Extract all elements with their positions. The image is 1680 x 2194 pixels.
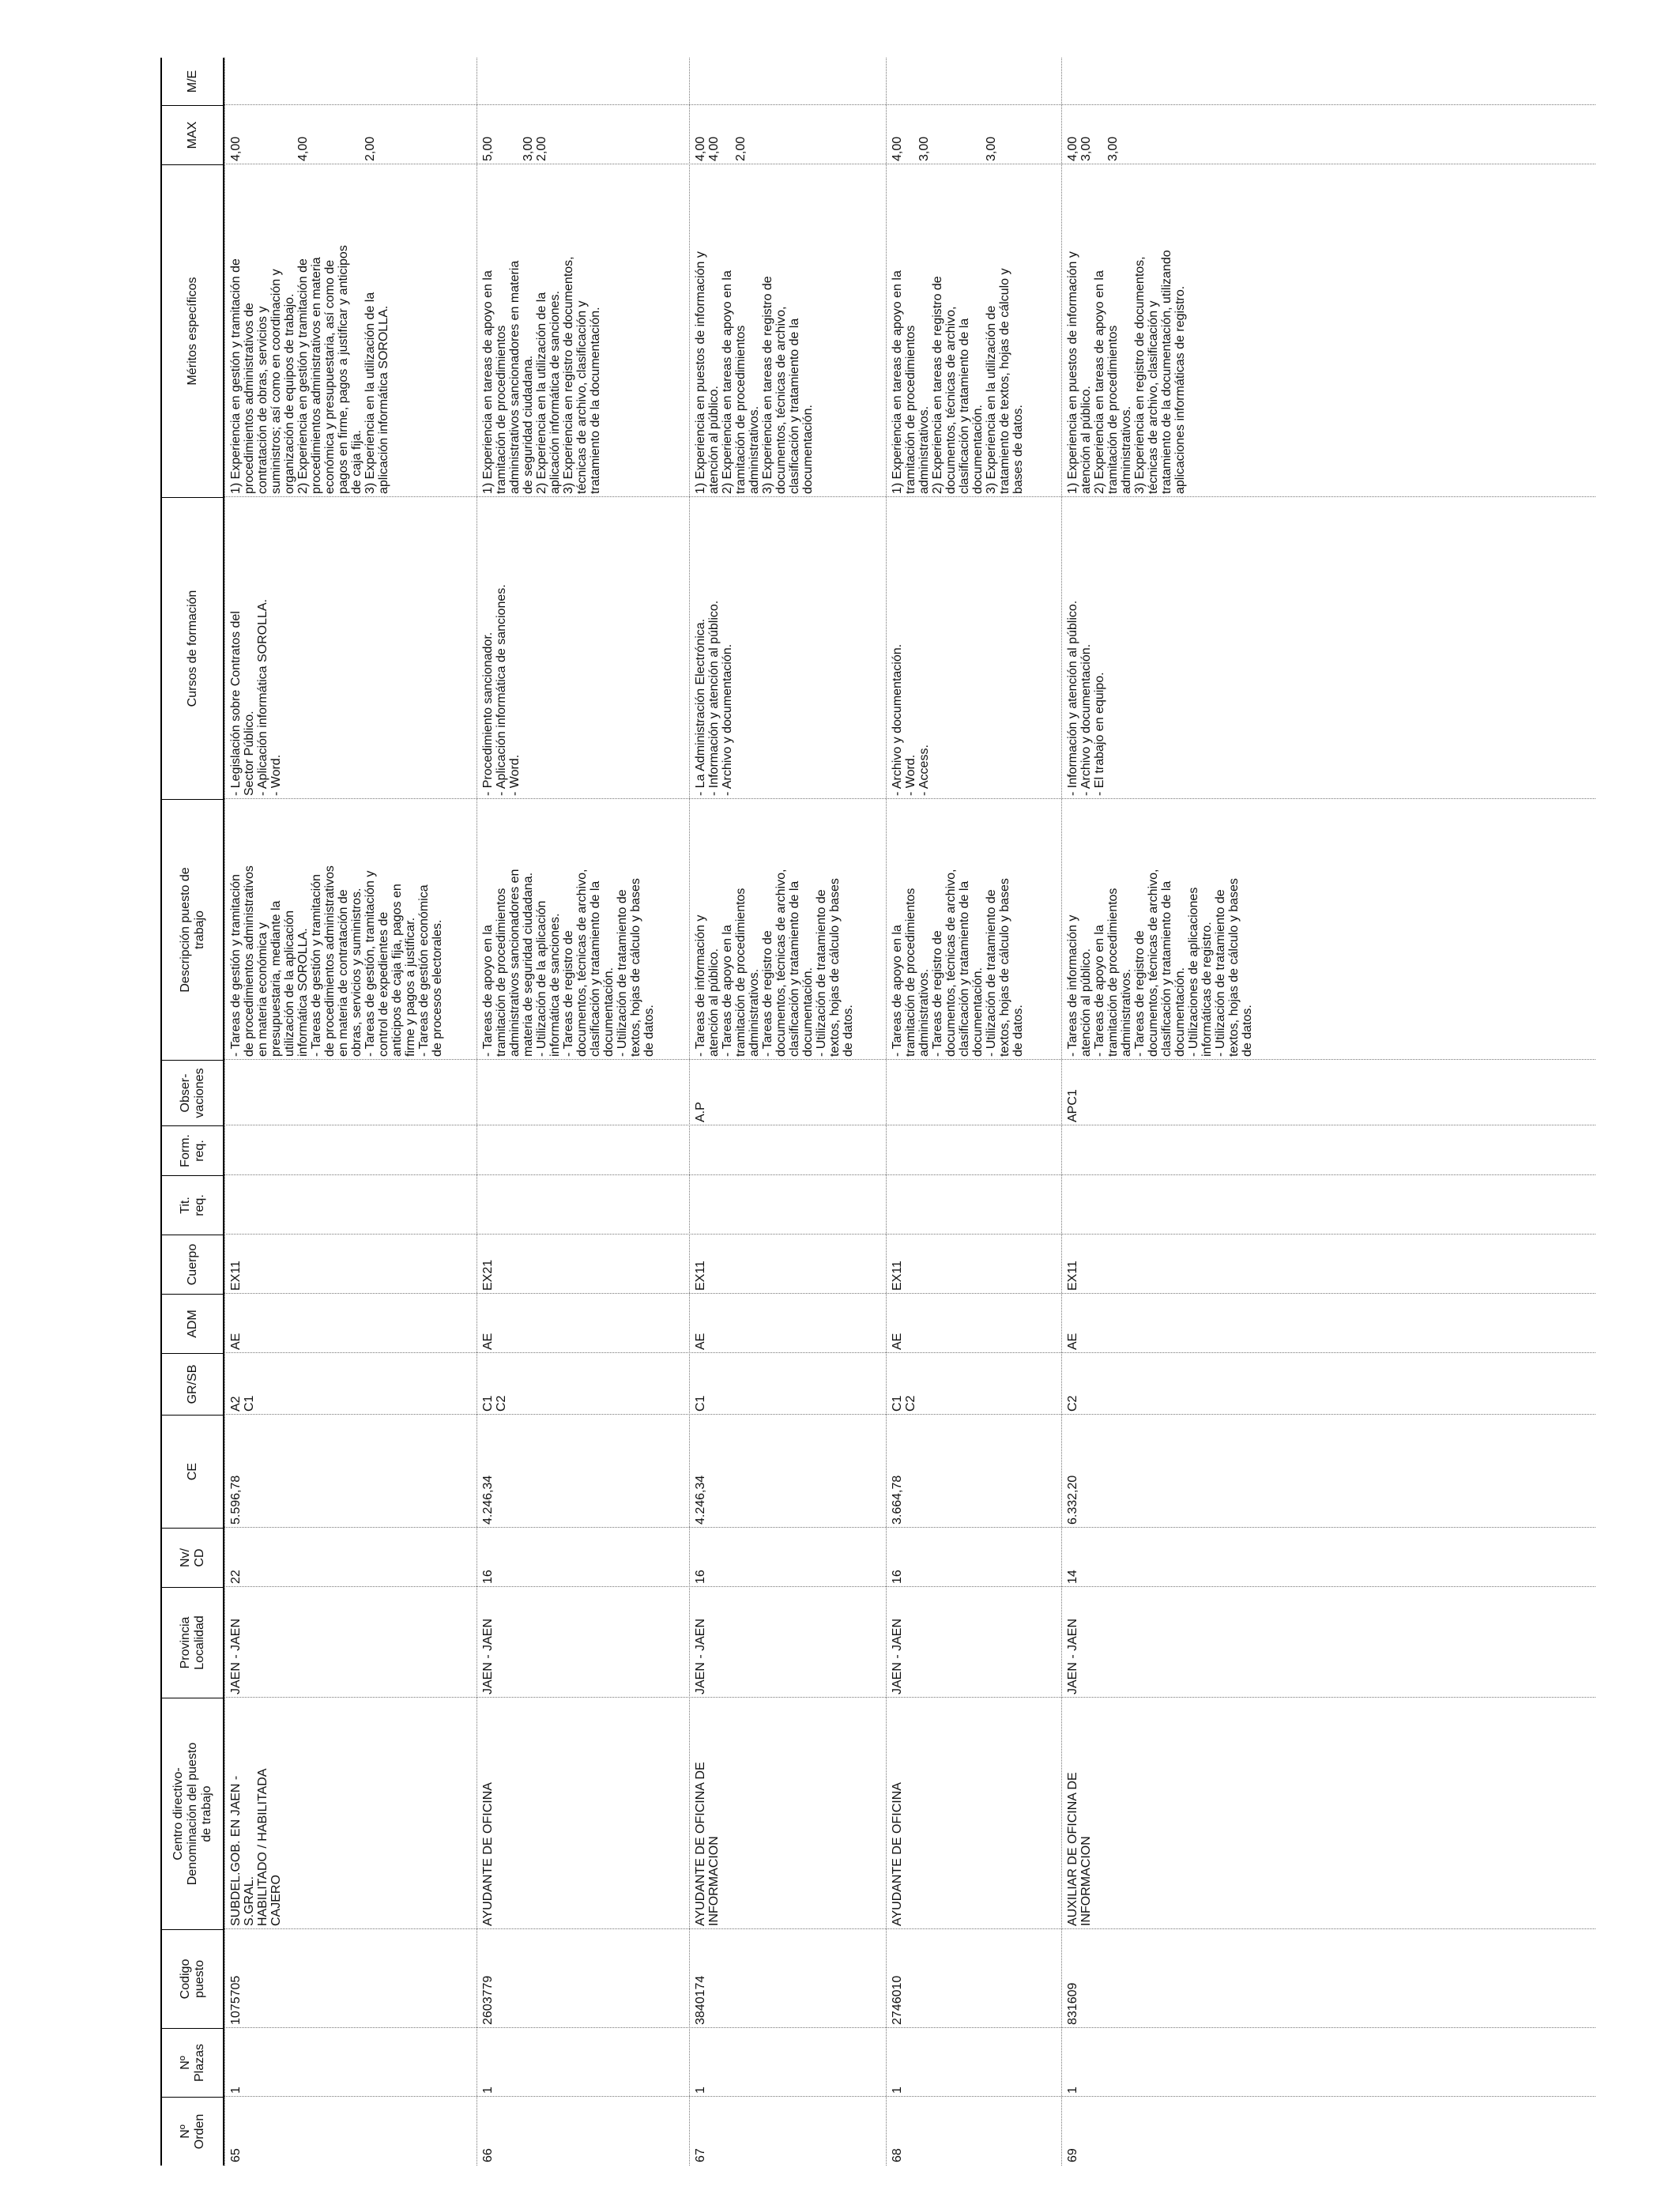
max-value: 2,00 bbox=[363, 136, 377, 161]
cell-max bbox=[1061, 105, 1595, 164]
column-divider bbox=[224, 496, 1595, 497]
header-provincia: Provincia Localidad bbox=[162, 1587, 223, 1698]
rotated-table bbox=[160, 58, 1595, 2166]
cell-adm: AE bbox=[891, 1333, 904, 1350]
cell-provincia: JAEN - JAEN bbox=[1066, 1618, 1079, 1695]
header-ce: CE bbox=[162, 1415, 223, 1528]
header-cursos: Cursos de formación bbox=[162, 497, 223, 799]
max-value: 3,00 bbox=[522, 136, 535, 161]
cell-codigo: 1075705 bbox=[229, 1975, 243, 2025]
header-codigo: Codigo puesto bbox=[162, 1929, 223, 2028]
cell-descripcion: - Tareas de información y atención al público. - Tareas de apoyo en la tramitación de procedimientos administrativos. - Tareas de registro de documentos, técnicas de archivo, clasificación y tratamiento de la documentación. - Utilizaciones de aplicaciones informáticas de registro. - Utilización de tratamiento de textos, hojas de cálculo y bases de datos. bbox=[1066, 869, 1254, 1057]
cell-plazas: 1 bbox=[891, 2087, 904, 2094]
column-divider bbox=[224, 798, 1595, 799]
cell-plazas: 1 bbox=[481, 2087, 495, 2094]
column-divider bbox=[224, 1293, 1595, 1294]
cell-grupo: C1 bbox=[694, 1395, 707, 1412]
cell-titulacion bbox=[886, 1175, 1061, 1235]
cell-descripcion: - Tareas de apoyo en la tramitación de procedimientos administrativos. - Tareas de registro de documentos, técnicas de archivo, clasificación y tratamiento de la documentación. - Utilización de tratamiento de textos, hojas de cálculo y bases de datos. bbox=[891, 869, 1025, 1057]
cell-observaciones: A.P bbox=[694, 1102, 707, 1122]
cell-adm: AE bbox=[694, 1333, 707, 1350]
column-divider bbox=[224, 1234, 1595, 1235]
cell-orden: 66 bbox=[481, 2148, 495, 2162]
cell-grupo: C2 bbox=[1066, 1395, 1079, 1412]
cell-titulacion bbox=[689, 1175, 886, 1235]
cell-centro: AYUDANTE DE OFICINA bbox=[481, 1782, 495, 1926]
cell-observaciones: APC1 bbox=[1066, 1089, 1079, 1122]
cell-descripcion: - Tareas de gestión y tramitación de procedimientos administrativos en materia económica y presupuestaria, mediante la utilización de la aplicación informática SOROLLA. - Tareas de gestión y tramitación de procedimientos administrativos en materia de contratación de obras, servicios y suministros. - Tareas de gestión, tramitación y control de expedientes de anticipos de caja fija, pagos en firme y pagos a justificar. - Tareas de gestión económica de procesos electorales. bbox=[229, 865, 444, 1057]
max-value bbox=[495, 108, 508, 161]
header-orden: Nº Orden bbox=[162, 2097, 223, 2166]
max-value bbox=[958, 108, 971, 161]
cell-plazas: 1 bbox=[1066, 2087, 1079, 2094]
column-divider bbox=[224, 1174, 1595, 1175]
cell-meritos: 1) Experiencia en puestos de información y atención al público. 2) Experiencia en tareas de apoyo en la tramitación de procedimientos administrativos. 3) Experiencia en tareas de registro de documentos, técnicas de archivo, clasificación y tratamiento de la documentación. bbox=[694, 251, 815, 494]
cell-cursos: - Archivo y documentación. - Word. - Access. bbox=[891, 643, 931, 796]
header-plazas: Nº Plazas bbox=[162, 2028, 223, 2097]
cell-orden: 68 bbox=[891, 2148, 904, 2162]
cell-cuerpo: EX11 bbox=[891, 1261, 904, 1291]
table-header bbox=[160, 58, 224, 2166]
max-value bbox=[508, 108, 522, 161]
cell-provincia: JAEN - JAEN bbox=[891, 1618, 904, 1695]
cell-cuerpo: EX11 bbox=[1066, 1261, 1079, 1291]
cell-grupo: C1 C2 bbox=[481, 1395, 508, 1412]
cell-cursos: - Legislación sobre Contratos del Sector Público. - Aplicación informática SOROLLA. - Word. bbox=[229, 599, 283, 796]
table-row bbox=[477, 58, 689, 2166]
max-value: 4,00 bbox=[707, 136, 721, 161]
max-value: 2,00 bbox=[535, 136, 548, 161]
cell-max bbox=[689, 105, 886, 164]
cell-centro: SUBDEL.GOB. EN JAEN - S.GRAL. HABILITADO / HABILITADA CAJERO bbox=[229, 1768, 283, 1926]
cell-centro: AYUDANTE DE OFICINA bbox=[891, 1782, 904, 1926]
cell-me bbox=[224, 58, 477, 105]
cell-formacion bbox=[689, 1125, 886, 1175]
cell-formacion bbox=[477, 1125, 689, 1175]
cell-ce: 3.664,78 bbox=[891, 1475, 904, 1525]
max-value: 4,00 bbox=[891, 136, 904, 161]
cell-centro: AYUDANTE DE OFICINA DE INFORMACION bbox=[694, 1762, 721, 1926]
table-row bbox=[689, 58, 886, 2166]
max-value bbox=[350, 108, 363, 161]
cell-formacion bbox=[224, 1125, 477, 1175]
cell-cursos: - Información y atención al público. - Archivo y documentación. - El trabajo en equipo. bbox=[1066, 600, 1106, 796]
max-value bbox=[323, 108, 337, 161]
max-value bbox=[243, 108, 256, 161]
column-divider bbox=[224, 1697, 1595, 1698]
max-value bbox=[904, 108, 917, 161]
table-row bbox=[224, 58, 477, 2166]
cell-observaciones bbox=[886, 1060, 1061, 1125]
cell-codigo: 831609 bbox=[1066, 1982, 1079, 2025]
column-divider bbox=[224, 1527, 1595, 1528]
cell-meritos: 1) Experiencia en tareas de apoyo en la tramitación de procedimientos administrativos sancionadores en materia de seguridad ciudadana. 2) Experiencia en la utilización de la aplicación informática de sanciones. 3) Experiencia en registro de documentos, técnicas de archivo, clasificación y tratamiento de la documentación. bbox=[481, 256, 602, 494]
cell-cursos: - La Administración Electrónica. - Información y atención al público. - Archivo y documentación. bbox=[694, 600, 734, 796]
column-divider bbox=[224, 2096, 1595, 2097]
cell-grupo: C1 C2 bbox=[891, 1395, 917, 1412]
cell-provincia: JAEN - JAEN bbox=[229, 1618, 243, 1695]
cell-meritos: 1) Experiencia en gestión y tramitación de procedimientos administrativos de contratación de obras, servicios y suministros; así como en coordinación y organización de equipos de trabajo. 2) Experiencia en gestión y tramitación de procedimientos administrativos en materia económica y presupuestaria, así como de pagos en firme, pagos a justificar y anticipos de caja fija. 3) Experiencia en la utilización de la aplicación informática SOROLLA. bbox=[229, 245, 390, 494]
column-divider bbox=[224, 1414, 1595, 1415]
cell-me bbox=[689, 58, 886, 105]
cell-nivel: 14 bbox=[1066, 1570, 1079, 1584]
cell-meritos: 1) Experiencia en tareas de apoyo en la tramitación de procedimientos administrativos. 2) Experiencia en tareas de registro de documentos, técnicas de archivo, clasificación y tratamiento de la documentación. 3) Experiencia en la utilización de tratamiento de textos, hojas de cálculo y bases de datos. bbox=[891, 268, 1025, 494]
cell-orden: 65 bbox=[229, 2148, 243, 2162]
header-observaciones: Obser- vaciones bbox=[162, 1060, 223, 1125]
column-divider bbox=[224, 1928, 1595, 1929]
table-row bbox=[1061, 58, 1595, 2166]
max-value bbox=[944, 108, 958, 161]
column-divider bbox=[224, 1352, 1595, 1353]
max-value bbox=[269, 108, 283, 161]
cell-titulacion bbox=[1061, 1175, 1595, 1235]
cell-titulacion bbox=[477, 1175, 689, 1235]
column-divider bbox=[224, 104, 1595, 105]
max-value: 4,00 bbox=[694, 136, 707, 161]
header-descripcion: Descripción puesto de trabajo bbox=[162, 799, 223, 1060]
cell-orden: 67 bbox=[694, 2148, 707, 2162]
max-value: 4,00 bbox=[296, 136, 310, 161]
cell-titulacion bbox=[224, 1175, 477, 1235]
max-value bbox=[337, 108, 350, 161]
cell-ce: 6.332,20 bbox=[1066, 1475, 1079, 1525]
cell-adm: AE bbox=[481, 1333, 495, 1350]
max-value bbox=[931, 108, 944, 161]
table-row bbox=[886, 58, 1061, 2166]
cell-codigo: 2746010 bbox=[891, 1975, 904, 2025]
max-value: 3,00 bbox=[985, 136, 998, 161]
cell-max bbox=[886, 105, 1061, 164]
cell-formacion bbox=[1061, 1125, 1595, 1175]
cell-centro: AUXILIAR DE OFICINA DE INFORMACION bbox=[1066, 1772, 1093, 1926]
cell-ce: 4.246,34 bbox=[694, 1475, 707, 1525]
row-separator bbox=[1061, 58, 1062, 2166]
cell-plazas: 1 bbox=[694, 2087, 707, 2094]
cell-meritos: 1) Experiencia en puestos de información y atención al público. 2) Experiencia en tareas de apoyo en la tramitación de procedimientos administrativos. 3) Experiencia en registro de documentos, técnicas de archivo, clasificación y tratamiento de la documentación, utilizando aplicaciones informáticas de registro. bbox=[1066, 250, 1187, 494]
header-formacion: Form. req. bbox=[162, 1125, 223, 1175]
header-me: M/E bbox=[185, 70, 199, 93]
row-separator bbox=[224, 58, 225, 2166]
row-separator bbox=[689, 58, 690, 2166]
header-max: MAX bbox=[162, 105, 223, 164]
max-value bbox=[256, 108, 269, 161]
max-value: 5,00 bbox=[481, 136, 495, 161]
header-adm: ADM bbox=[162, 1294, 223, 1353]
header-titulacion: Tit. req. bbox=[162, 1175, 223, 1235]
cell-cuerpo: EX11 bbox=[229, 1261, 243, 1291]
cell-max bbox=[224, 105, 477, 164]
header-centro: Centro directivo- Denominación del puesto de trabajo bbox=[162, 1698, 223, 1929]
cell-adm: AE bbox=[1066, 1333, 1079, 1350]
column-divider bbox=[224, 1586, 1595, 1587]
cell-provincia: JAEN - JAEN bbox=[694, 1618, 707, 1695]
max-value bbox=[971, 108, 985, 161]
cell-ce: 5.596,78 bbox=[229, 1475, 243, 1525]
max-value bbox=[310, 108, 323, 161]
cell-cuerpo: EX11 bbox=[694, 1261, 707, 1291]
cell-codigo: 3840174 bbox=[694, 1975, 707, 2025]
row-separator bbox=[886, 58, 887, 2166]
cell-cuerpo: EX21 bbox=[481, 1259, 495, 1291]
cell-adm: AE bbox=[229, 1333, 243, 1350]
header-grupo: GR/SB bbox=[162, 1353, 223, 1415]
header-meritos: Méritos específicos bbox=[162, 164, 223, 497]
max-value: 2,00 bbox=[734, 136, 748, 161]
max-value bbox=[1093, 108, 1106, 161]
cell-provincia: JAEN - JAEN bbox=[481, 1618, 495, 1695]
cell-descripcion: - Tareas de apoyo en la tramitación de procedimientos administrativos sancionadores en materia de seguridad ciudadana. - Utilización de la aplicación informática de sanciones. - Tareas de registro de documentos, técnicas de archivo, clasificación y tratamiento de la documentación. - Utilización de tratamiento de textos, hojas de cálculo y bases de datos. bbox=[481, 869, 656, 1057]
cell-nivel: 22 bbox=[229, 1570, 243, 1584]
cell-codigo: 2603779 bbox=[481, 1975, 495, 2025]
max-value bbox=[721, 108, 734, 161]
cell-observaciones bbox=[224, 1060, 477, 1125]
max-value: 3,00 bbox=[1106, 136, 1120, 161]
cell-plazas: 1 bbox=[229, 2087, 243, 2094]
max-value: 3,00 bbox=[917, 136, 931, 161]
cell-grupo: A2 C1 bbox=[229, 1395, 256, 1412]
max-value: 4,00 bbox=[1066, 136, 1079, 161]
cell-nivel: 16 bbox=[891, 1570, 904, 1584]
cell-nivel: 16 bbox=[481, 1570, 495, 1584]
column-divider bbox=[224, 1059, 1595, 1060]
cell-cursos: - Procedimiento sancionador. - Aplicación informática de sanciones. - Word. bbox=[481, 584, 522, 796]
header-cuerpo: Cuerpo bbox=[162, 1235, 223, 1294]
max-value: 4,00 bbox=[229, 136, 243, 161]
cell-nivel: 16 bbox=[694, 1570, 707, 1584]
cell-observaciones bbox=[477, 1060, 689, 1125]
max-value bbox=[283, 108, 296, 161]
cell-orden: 69 bbox=[1066, 2148, 1079, 2162]
cell-me bbox=[477, 58, 689, 105]
cell-me bbox=[1061, 58, 1595, 105]
header-nivel: Nv/ CD bbox=[162, 1528, 223, 1587]
max-value: 3,00 bbox=[1079, 136, 1093, 161]
column-divider bbox=[224, 2027, 1595, 2028]
cell-max bbox=[477, 105, 689, 164]
cell-descripcion: - Tareas de información y atención al público. - Tareas de apoyo en la tramitación de procedimientos administrativos. - Tareas de registro de documentos, técnicas de archivo, clasificación y tratamiento de la documentación. - Utilización de tratamiento de textos, hojas de cálculo y bases de datos. bbox=[694, 869, 855, 1057]
cell-me bbox=[886, 58, 1061, 105]
cell-formacion bbox=[886, 1125, 1061, 1175]
cell-ce: 4.246,34 bbox=[481, 1475, 495, 1525]
